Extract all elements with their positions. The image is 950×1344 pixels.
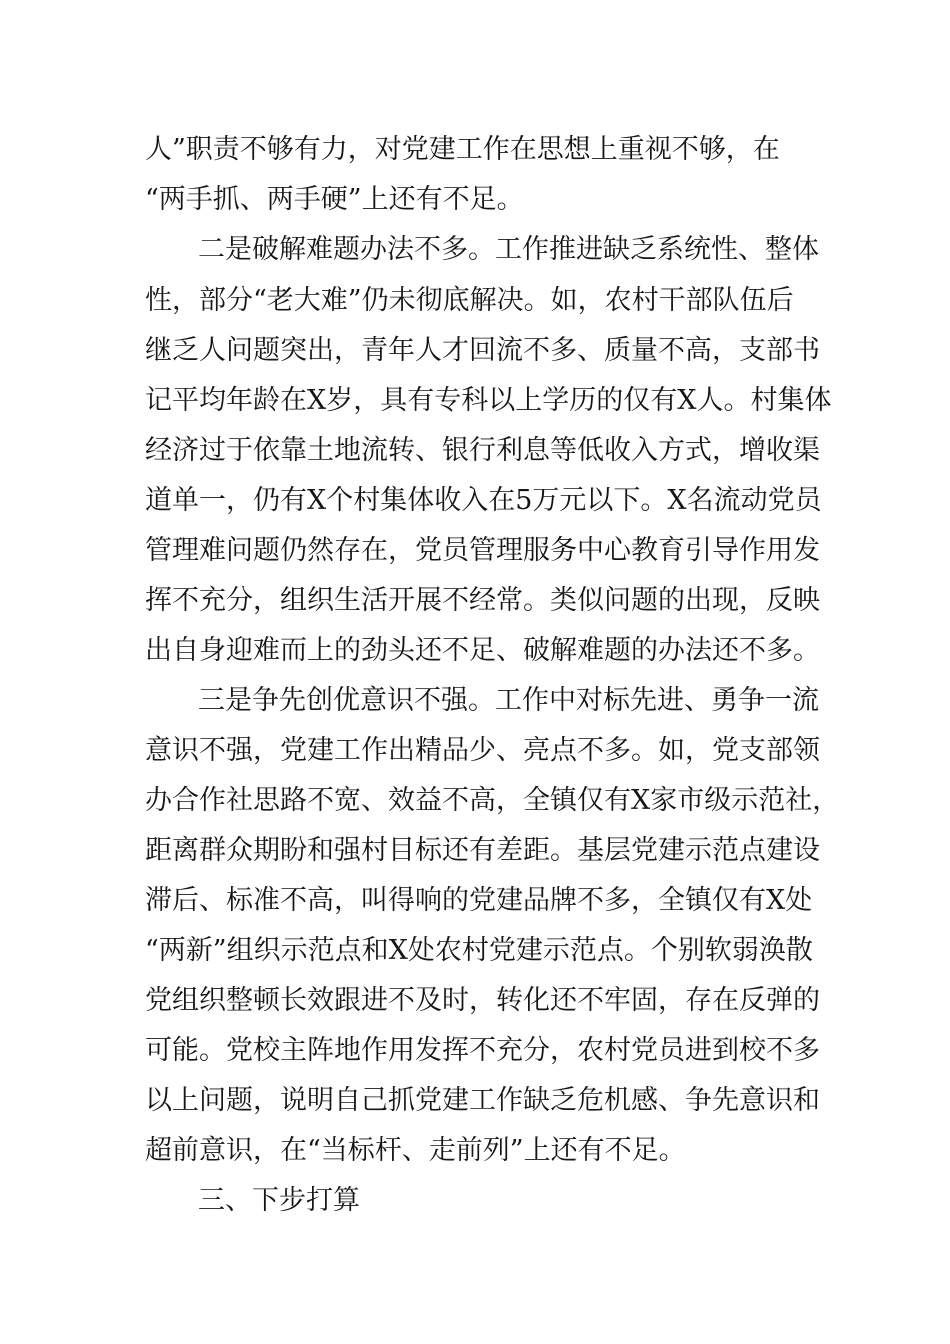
line-text: 超前意识，在“当标杆、走前列”上还有不足。 bbox=[145, 1135, 686, 1166]
text-line bbox=[0, 1131, 950, 1171]
line-text: 管理难问题仍然存在，党员管理服务中心教育引导作用发 bbox=[145, 535, 820, 566]
line-text: 以上问题，说明自己抓党建工作缺乏危机感、争先意识和 bbox=[145, 1085, 820, 1116]
line-text: 出自身迎难而上的劲头还不足、破解难题的办法还不多。 bbox=[145, 635, 820, 666]
line-text: 道单一，仍有X个村集体收入在5万元以下。X名流动党员 bbox=[145, 485, 822, 516]
text-line bbox=[0, 981, 950, 1021]
line-text: 性，部分“老大难”仍未彻底解决。如，农村干部队伍后 bbox=[145, 285, 794, 316]
text-line bbox=[0, 881, 950, 921]
section-heading-text: 三、下步打算 bbox=[198, 1185, 360, 1216]
line-text: 记平均年龄在X岁，具有专科以上学历的仅有X人。村集体 bbox=[145, 385, 832, 416]
text-line bbox=[0, 581, 950, 621]
line-text: 挥不充分，组织生活开展不经常。类似问题的出现，反映 bbox=[145, 585, 820, 616]
line-text: 距离群众期盼和强村目标还有差距。基层党建示范点建设 bbox=[145, 835, 820, 866]
text-line bbox=[0, 281, 950, 321]
text-line bbox=[0, 1081, 950, 1121]
text-line bbox=[0, 681, 950, 721]
text-line bbox=[0, 331, 950, 371]
text-line bbox=[0, 831, 950, 871]
line-text: 继乏人问题突出，青年人才回流不多、质量不高，支部书 bbox=[145, 335, 820, 366]
line-text: 二是破解难题办法不多。工作推进缺乏系统性、整体 bbox=[198, 234, 819, 265]
line-text: 人”职责不够有力，对党建工作在思想上重视不够，在 bbox=[145, 134, 780, 165]
text-line bbox=[0, 1031, 950, 1071]
line-text: 经济过于依靠土地流转、银行利息等低收入方式，增收渠 bbox=[145, 435, 820, 466]
line-text: 三是争先创优意识不强。工作中对标先进、勇争一流 bbox=[198, 685, 819, 716]
text-line bbox=[0, 731, 950, 771]
line-text: 可能。党校主阵地作用发挥不充分，农村党员进到校不多 bbox=[145, 1035, 820, 1066]
text-line bbox=[0, 431, 950, 471]
line-text: “两新”组织示范点和X处农村党建示范点。个别软弱涣散 bbox=[145, 935, 813, 966]
text-line bbox=[0, 781, 950, 821]
text-line bbox=[0, 631, 950, 671]
text-line bbox=[0, 531, 950, 571]
text-line bbox=[0, 381, 950, 421]
text-line bbox=[0, 931, 950, 971]
line-text: 办合作社思路不宽、效益不高，全镇仅有X家市级示范社， bbox=[145, 785, 840, 816]
text-line bbox=[0, 180, 950, 220]
text-line bbox=[0, 230, 950, 270]
line-text: “两手抓、两手硬”上还有不足。 bbox=[145, 184, 524, 215]
text-line bbox=[0, 130, 950, 170]
line-text: 党组织整顿长效跟进不及时，转化还不牢固，存在反弹的 bbox=[145, 985, 820, 1016]
line-text: 滞后、标准不高，叫得响的党建品牌不多，全镇仅有X处 bbox=[145, 885, 813, 916]
section-heading bbox=[0, 1181, 950, 1221]
text-line bbox=[0, 481, 950, 521]
line-text: 意识不强，党建工作出精品少、亮点不多。如，党支部领 bbox=[145, 735, 820, 766]
